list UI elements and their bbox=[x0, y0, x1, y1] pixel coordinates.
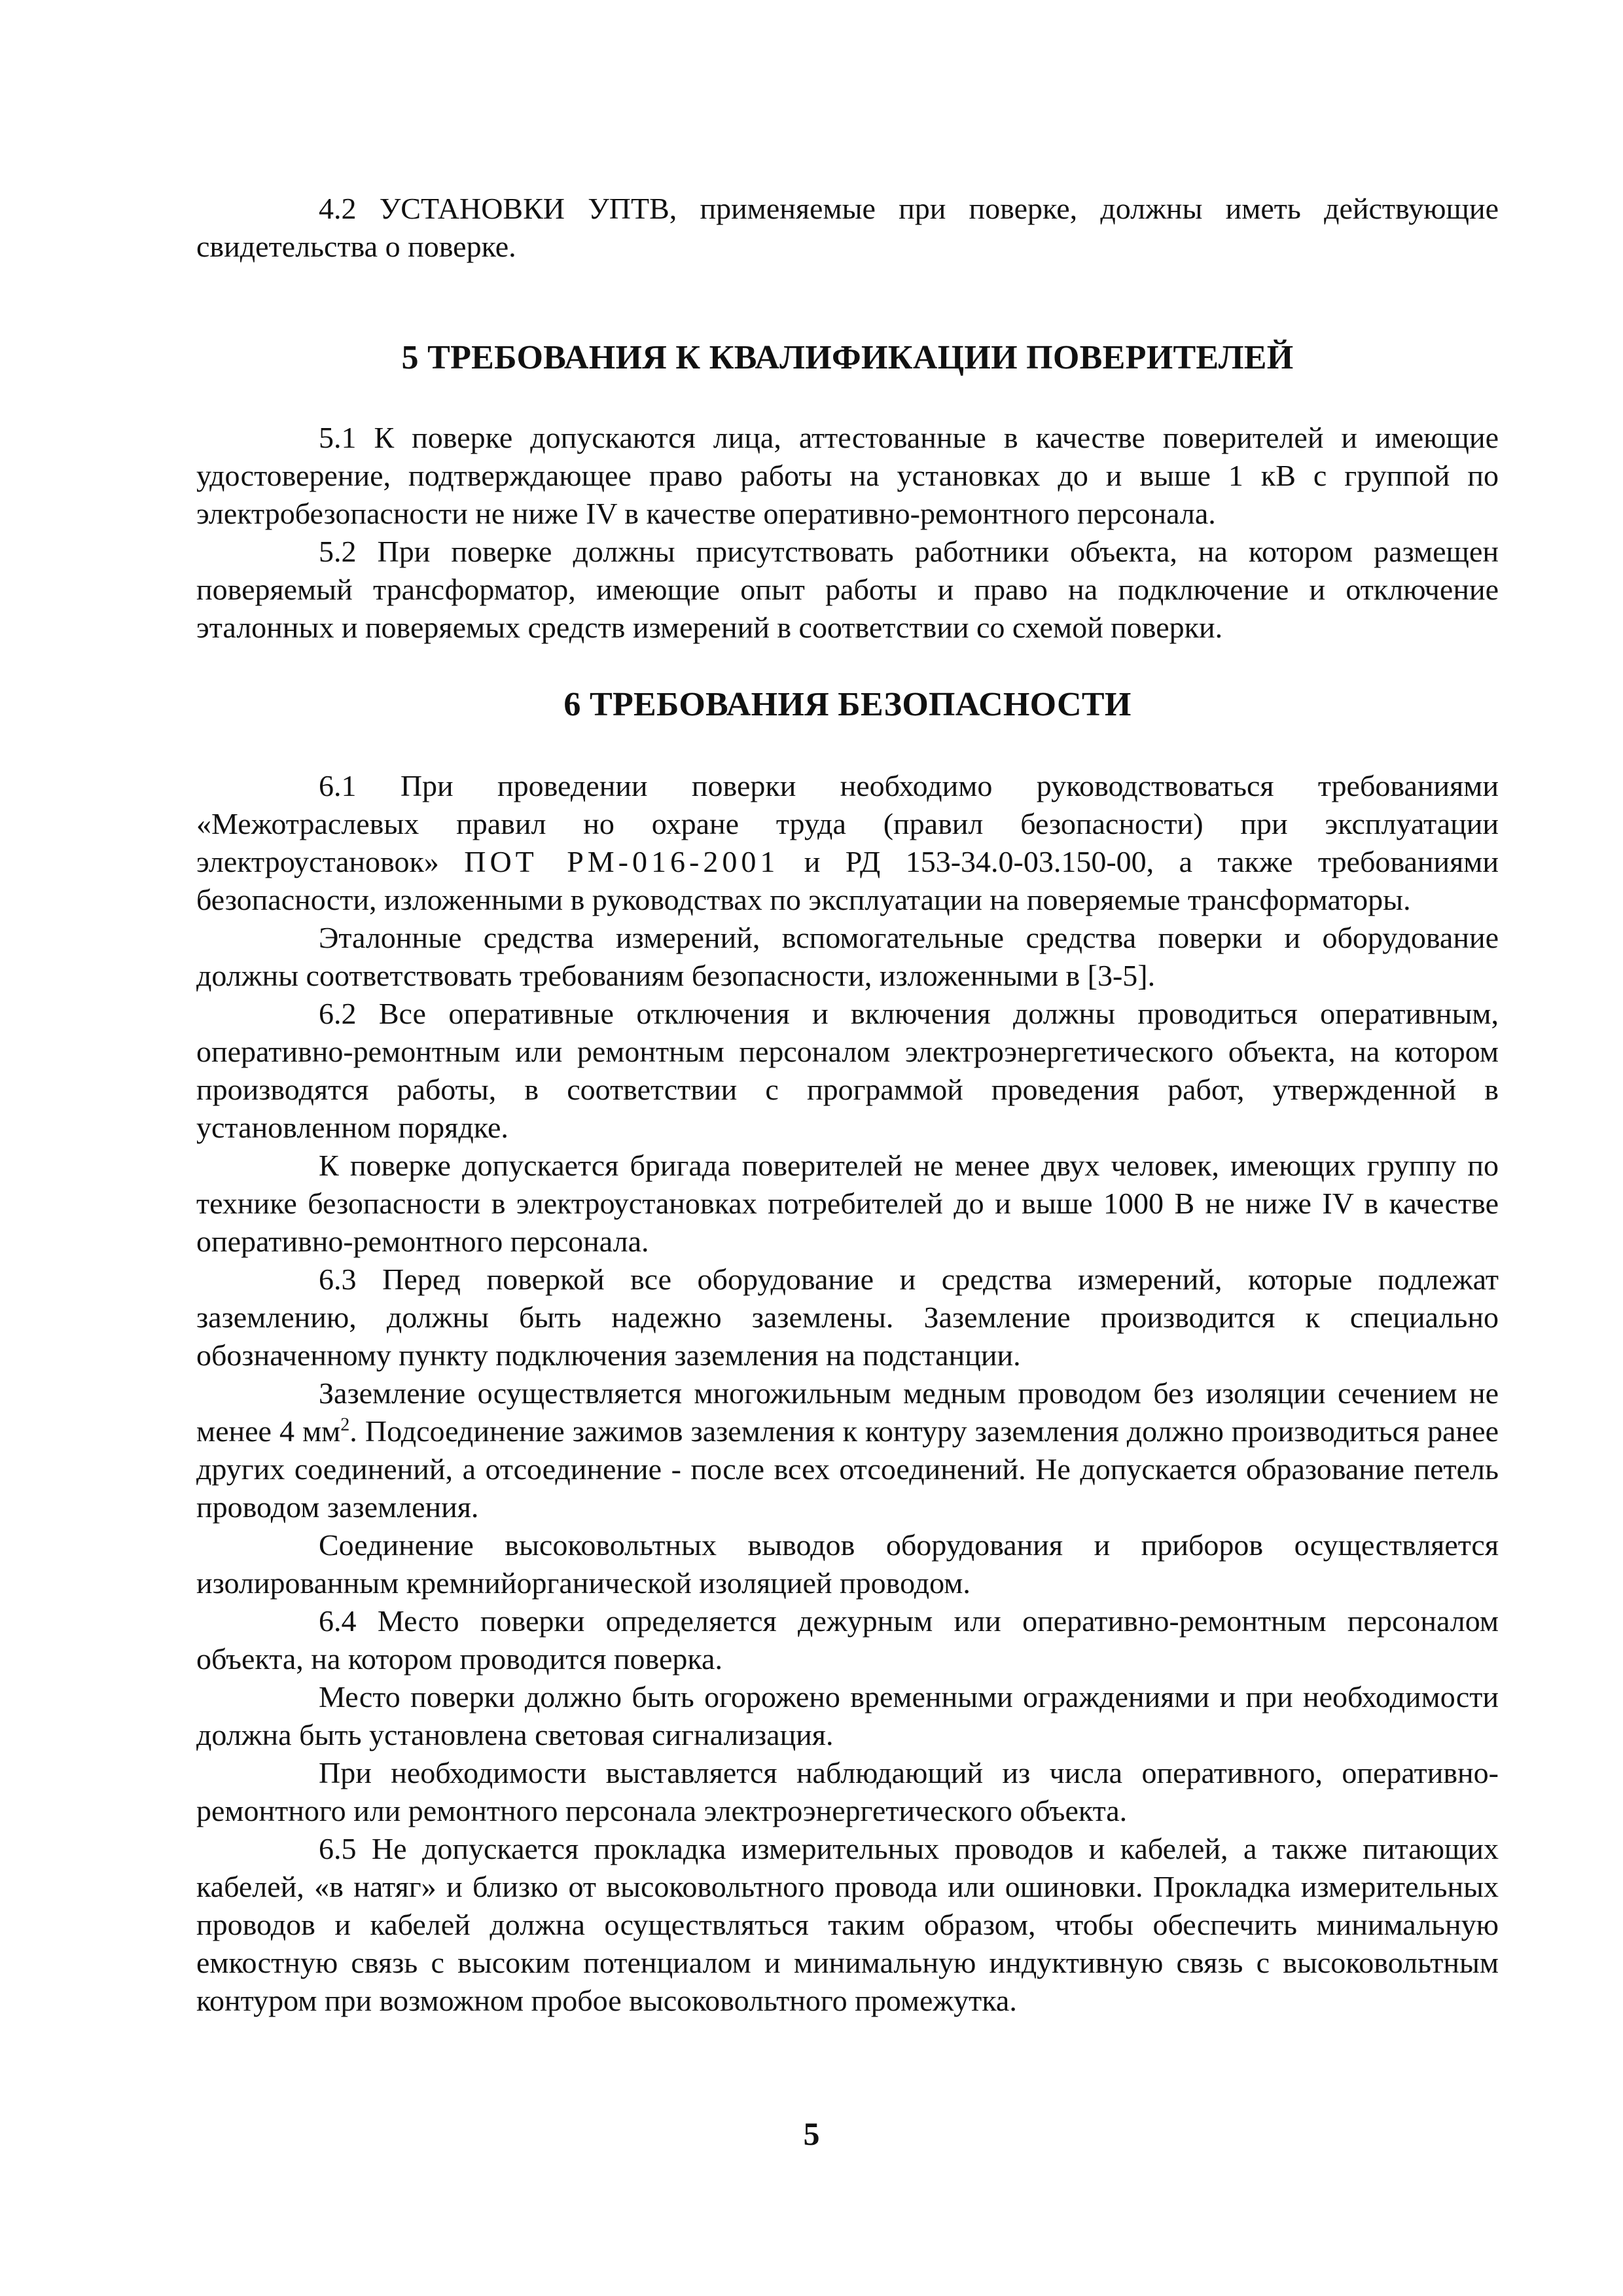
paragraph-6-1-text-a: 6.1 При проведении поверки необходимо руководствоваться требованиями «Межотраслевых правил но охране труда (правил безопасности) при эксплуатации электроустановок» bbox=[196, 769, 1499, 878]
paragraph-6-4-observer: При необходимости выставляется наблюдающий из числа оперативного, оперативно-ремонтного или ремонтного персонала электроэнергетического объекта. bbox=[196, 1756, 1499, 1827]
paragraph-6-2-continued: К поверке допускается бригада поверителей не менее двух человек, имеющих группу по технике безопасности в электроустановках потребителей до и выше 1000 В не ниже IV в качестве оперативно-ремонтного персонала. bbox=[196, 1149, 1499, 1258]
grounding-text-b: . Подсоединение зажимов заземления к контуру заземления должно производиться ранее других соединений, а отсоединение - после всех отсоединений. Не допускается образование петель проводом заземления. bbox=[196, 1414, 1499, 1524]
paragraph-6-3: 6.3 Перед поверкой все оборудование и средства измерений, которые подлежат заземлению, должны быть надежно заземлены. Заземление производится к специально обозначенному пункту подключения заземления на подстанции. bbox=[196, 1263, 1499, 1372]
paragraph-6-5: 6.5 Не допускается прокладка измерительных проводов и кабелей, а также питающих кабелей, «в натяг» и близко от высоковольтного провода или ошиновки. Прокладка измерительных проводов и кабелей должна осуществляться таким образом, чтобы обеспечить минимальную емкостную связь с высоким потенциалом и минимальную индуктивную связь с высоковольтным контуром при возможном пробое высоковольтного промежутка. bbox=[196, 1832, 1499, 2017]
section-heading-6: 6 ТРЕБОВАНИЯ БЕЗОПАСНОСТИ bbox=[563, 686, 1132, 723]
paragraph-6-1 bbox=[196, 767, 1499, 919]
grounding-text-a: Заземление осуществляется многожильным медным проводом без изоляции сечением не менее 4 мм bbox=[196, 1376, 1499, 1448]
regulation-code: ПОТ РМ-016-2001 bbox=[464, 845, 779, 878]
paragraph-6-1-text-c: и РД 153-34.0-03.150-00, а также требованиями безопасности, изложенными в руководствах по эксплуатации на поверяемые трансформаторы. bbox=[196, 845, 1499, 916]
paragraph-5-1: 5.1 К поверке допускаются лица, аттестованные в качестве поверителей и имеющие удостоверение, подтверждающее право работы на установках до и выше 1 кВ с группой по электробезопасности не ниже IV в качестве оперативно-ремонтного персонала. bbox=[196, 421, 1499, 530]
section-heading-5: 5 ТРЕБОВАНИЯ К КВАЛИФИКАЦИИ ПОВЕРИТЕЛЕЙ bbox=[401, 339, 1294, 376]
document-page bbox=[196, 190, 1499, 2020]
paragraph-6-1-continued: Эталонные средства измерений, вспомогательные средства поверки и оборудование должны соответствовать требованиям безопасности, изложенными в [3-5]. bbox=[196, 921, 1499, 992]
paragraph-6-2: 6.2 Все оперативные отключения и включения должны проводиться оперативным, оперативно-ремонтным или ремонтным персоналом электроэнергетического объекта, на котором производятся работы, в соответствии с программой проведения работ, утвержденной в установленном порядке. bbox=[196, 997, 1499, 1144]
paragraph-4-2: 4.2 УСТАНОВКИ УПТВ, применяемые при поверке, должны иметь действующие свидетельства о поверке. bbox=[196, 192, 1499, 263]
paragraph-6-3-connection: Соединение высоковольтных выводов оборудования и приборов осуществляется изолированным кремнийорганической изоляцией проводом. bbox=[196, 1528, 1499, 1600]
paragraph-6-4: 6.4 Место поверки определяется дежурным или оперативно-ремонтным персоналом объекта, на котором проводится поверка. bbox=[196, 1604, 1499, 1676]
paragraph-5-2: 5.2 При поверке должны присутствовать работники объекта, на котором размещен поверяемый трансформатор, имеющие опыт работы и право на подключение и отключение эталонных и поверяемых средств измерений в соответствии со схемой поверки. bbox=[196, 535, 1499, 644]
square-superscript: 2 bbox=[340, 1414, 350, 1435]
paragraph-6-3-grounding bbox=[196, 1374, 1499, 1526]
page-number: 5 bbox=[803, 2115, 820, 2152]
paragraph-6-4-fencing: Место поверки должно быть огорожено временными ограждениями и при необходимости должна быть установлена световая сигнализация. bbox=[196, 1680, 1499, 1751]
